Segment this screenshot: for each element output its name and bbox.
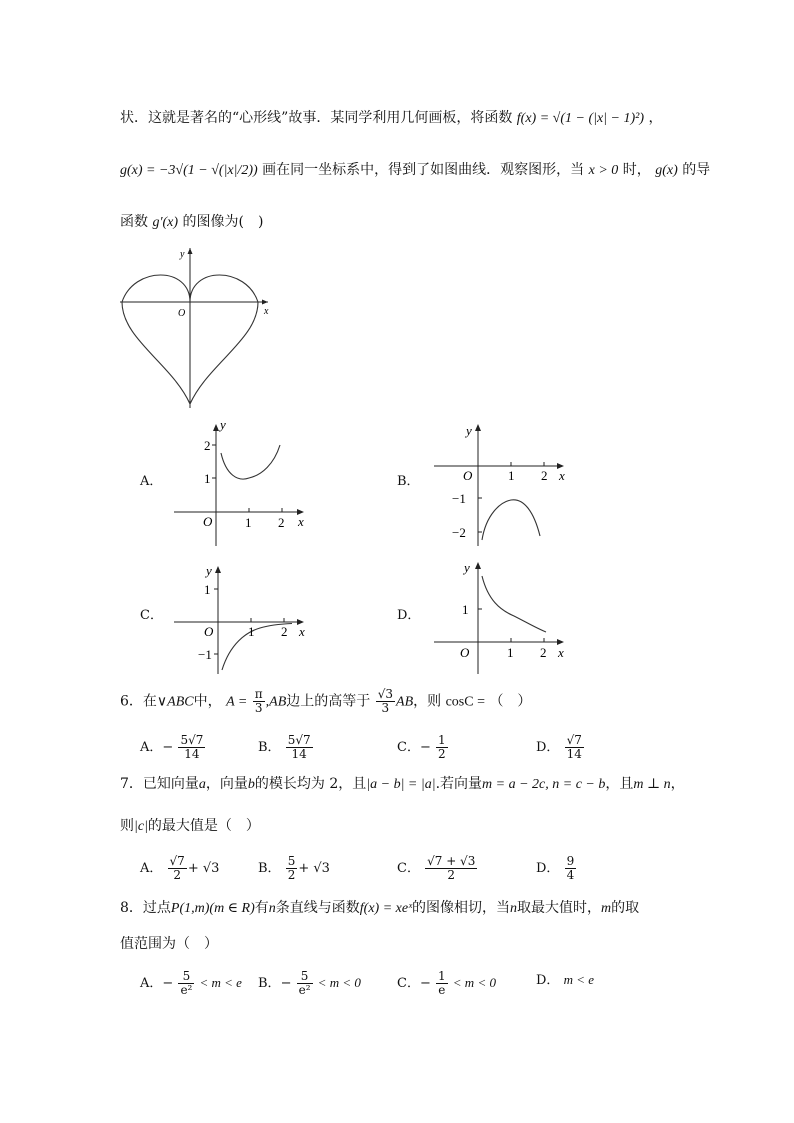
q6-ab: AB <box>396 694 414 710</box>
svg-text:y: y <box>466 423 472 438</box>
q8-text: 的图像相切，当 <box>412 900 511 916</box>
svg-text:y: y <box>206 563 212 578</box>
q7-mn-def: m = a − 2c, n = c − b <box>482 777 606 792</box>
formula-f: f(x) = √(1 − (|x| − 1)²) <box>516 111 644 126</box>
q7-vector-b: b <box>247 777 255 792</box>
svg-text:2: 2 <box>204 438 211 453</box>
svg-text:x: x <box>558 645 564 660</box>
q6-text: 边上的高等于 <box>286 693 371 710</box>
svg-text:−1: −1 <box>198 647 212 662</box>
svg-text:1: 1 <box>204 471 211 486</box>
heart-figure <box>118 244 278 410</box>
q6-triangle: ∨ABC <box>156 694 194 710</box>
q8-function: f(x) = xeˣ <box>359 901 413 916</box>
q8-option-a[interactable]: A．− $\frac{5}{\text{e²}}$ < m < e <box>140 969 242 997</box>
q5-option-c-label[interactable]: C． <box>140 608 163 623</box>
q5-option-b-label[interactable]: B． <box>397 474 420 489</box>
formula-g: g(x) = −3√(1 − √(|x|/2)) <box>120 163 258 178</box>
svg-text:−2: −2 <box>452 525 466 540</box>
q7-option-d[interactable]: D． $\frac{9}{4}$ <box>536 854 575 882</box>
q7-perp: m ⊥ n <box>633 777 671 792</box>
intro-line-2 <box>120 160 710 181</box>
intro-text: 画在同一坐标系中，得到了如图曲线．观察图形，当 <box>262 162 585 178</box>
q5-graph-a[interactable] <box>170 420 310 550</box>
q6-number: 6．在 <box>120 693 157 710</box>
q7-option-c[interactable]: C． $\frac{√7 + √3}{2}$ <box>397 854 476 882</box>
q6-cosC: cosC = <box>445 694 485 710</box>
q8-n: n <box>268 901 276 916</box>
q6-text: ，则 <box>413 693 442 710</box>
intro-text: 状．这就是著名的“心形线”故事．某同学利用几何画板，将函数 <box>120 110 513 126</box>
formula-gx: g(x) <box>655 163 678 178</box>
svg-text:x: x <box>559 468 565 483</box>
heart-y-label: y <box>180 249 185 260</box>
q6-paren: （ ） <box>489 693 532 710</box>
q8-n: n <box>510 901 518 916</box>
svg-text:−1: −1 <box>452 491 466 506</box>
punct: ， <box>648 110 663 126</box>
heart-x-label: x <box>264 306 269 317</box>
q7-option-b[interactable]: B． $\frac{5}{2}$ + √3 <box>258 854 330 882</box>
q5-graph-d[interactable] <box>430 558 570 678</box>
heart-origin-label: O <box>178 308 186 319</box>
svg-text:2: 2 <box>281 624 288 639</box>
svg-text:2: 2 <box>540 645 547 660</box>
q8-point: P(1,m)(m ∈ R) <box>170 901 255 916</box>
svg-text:1: 1 <box>204 582 211 597</box>
q6-stem <box>120 688 531 715</box>
formula-gprime: g′(x) <box>152 215 179 230</box>
svg-text:y: y <box>220 420 226 432</box>
svg-text:1: 1 <box>248 624 255 639</box>
q8-text: 取最大值时， <box>517 900 602 916</box>
svg-text:O: O <box>204 624 214 639</box>
svg-text:O: O <box>460 645 470 660</box>
svg-text:O: O <box>203 514 213 529</box>
q8-option-d[interactable]: D． m < e <box>536 972 595 988</box>
q7-text: ，向量 <box>205 776 248 792</box>
q8-option-b[interactable]: B．− $\frac{5}{\text{e²}}$ < m < 0 <box>258 969 361 997</box>
q6-option-b[interactable]: B． $\frac{5√7}{14}$ <box>258 733 311 761</box>
q6-option-d[interactable]: D． $\frac{√7}{14}$ <box>536 733 582 761</box>
q7-text: 则 <box>120 818 134 834</box>
q5-graph-c[interactable] <box>170 562 310 678</box>
q7-text: ， <box>670 776 685 792</box>
q7-stem-line-2 <box>120 816 260 837</box>
q7-vector-a: a <box>198 777 206 792</box>
svg-text:x: x <box>299 624 305 639</box>
q7-stem-line-1 <box>120 774 685 795</box>
svg-text:y: y <box>464 560 470 575</box>
intro-text: 的导 <box>682 162 711 178</box>
q7-text: ，且 <box>605 776 634 792</box>
q6-option-a[interactable]: A．− $\frac{5√7}{14}$ <box>140 733 204 761</box>
q7-text: 的模长均为 2，且 <box>254 776 367 792</box>
q8-stem-line-1 <box>120 898 639 919</box>
q8-stem-line-2: 值范围为（ ） <box>120 936 218 952</box>
q6-angle: A = <box>226 694 248 710</box>
q8-option-c[interactable]: C．− $\frac{1}{e}$ < m < 0 <box>397 969 496 997</box>
q5-option-a-label[interactable]: A． <box>140 474 163 489</box>
intro-text: 的图像为( ) <box>182 214 264 230</box>
q8-text: 条直线与函数 <box>275 900 360 916</box>
svg-text:2: 2 <box>541 468 548 483</box>
q6-root3-over-3: $\frac{√3}{3}$ <box>377 687 394 715</box>
q6-ab: ,AB <box>265 694 287 710</box>
q7-text: 7．已知向量 <box>120 776 199 792</box>
q7-option-a[interactable]: A． $\frac{√7}{2}$ + √3 <box>140 854 220 882</box>
svg-text:1: 1 <box>462 602 469 617</box>
svg-text:x: x <box>298 514 304 529</box>
intro-text: 时， <box>622 162 651 178</box>
intro-line-3 <box>120 212 263 233</box>
svg-text:O: O <box>463 468 473 483</box>
q5-curve-d <box>482 576 546 632</box>
q8-m: m <box>601 901 612 916</box>
intro-text: 函数 <box>120 214 148 230</box>
svg-text:2: 2 <box>278 515 285 530</box>
svg-text:1: 1 <box>508 468 515 483</box>
q7-condition: |a − b| = |a| <box>366 777 436 792</box>
q6-pi-over-3: $\frac{\pi}{3}$ <box>254 687 263 715</box>
q6-text: 中， <box>193 693 222 710</box>
q8-text: 有 <box>254 900 269 916</box>
q5-curve-a <box>221 445 280 479</box>
condition-x: x > 0 <box>588 163 619 178</box>
q8-text: 8．过点 <box>120 900 171 916</box>
q7-c-abs: |c| <box>134 819 148 834</box>
svg-text:1: 1 <box>245 515 252 530</box>
q6-option-c[interactable]: C．− $\frac{1}{2}$ <box>397 733 446 761</box>
q5-graph-b[interactable] <box>430 420 570 550</box>
q5-option-d-label[interactable]: D． <box>397 608 421 623</box>
q5-curve-b <box>482 500 540 540</box>
q7-text: 的最大值是（ ） <box>147 818 260 834</box>
svg-text:1: 1 <box>507 645 514 660</box>
q7-text: .若向量 <box>435 776 483 792</box>
intro-line-1 <box>120 108 662 129</box>
q8-text: 的取 <box>611 900 640 916</box>
